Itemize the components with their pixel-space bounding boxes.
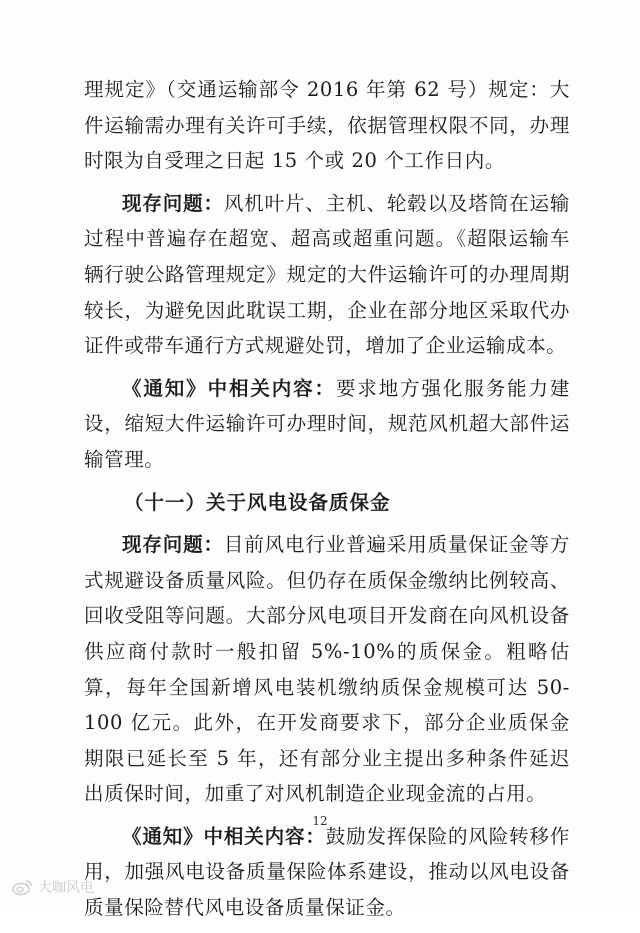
paragraph-2-lead: 现存问题：	[122, 191, 224, 215]
watermark	[12, 877, 94, 897]
paragraph-2	[84, 186, 570, 364]
paragraph-1-text: 理规定》（交通运输部令 2016 年第 62 号）规定：大件运输需办理有关许可手续，依据管理权限不同，办理时限为自受理之日起 15 个或 20 个工作日内。	[84, 78, 570, 173]
weibo-logo-icon	[12, 878, 34, 896]
paragraph-5-text: 鼓励发挥保险的风险转移作用，加强风电设备质量保险体系建设，推动以风电设备质量保险替代风电设备质量保证金。	[84, 824, 570, 920]
paragraph-2-text: 风机叶片、主机、轮毂以及塔筒在运输过程中普遍存在超宽、超高或超重问题。《超限运输车辆行驶公路管理规定》规定的大件运输许可的办理周期较长，为避免因此耽误工期，企业在部分地区采取代办证件或带车通行方式规避处罚，增加了企业运输成本。	[84, 191, 570, 358]
page-number: 12	[312, 814, 328, 828]
paragraph-3-lead: 《通知》中相关内容：	[122, 376, 336, 400]
section-heading: （十一）关于风电设备质保金	[124, 490, 391, 514]
document-body	[84, 72, 570, 933]
paragraph-1	[84, 72, 570, 179]
paragraph-3-text: 要求地方强化服务能力建设，缩短大件运输许可办理时间，规范风机超大部件运输管理。	[84, 376, 570, 471]
watermark-text: 大咖风电	[38, 880, 94, 896]
paragraph-4-text: 目前风电行业普遍采用质量保证金等方式规避设备质量风险。但仍存在质保金缴纳比例较高、回收受阻等问题。大部分风电项目开发商在向风机设备供应商付款时一般扣留 5%-10%的质保金。粗略估算，每年全国新增风电装机缴纳质保金规模可达 50-100 亿元。此外，在开发商要求下，部分企业质保金期限已延长至 5 年，还有部分业主提出多种条件延迟出质保时间，加重了对风机制造企业现金流的占用。	[84, 533, 570, 806]
paragraph-4	[84, 527, 570, 812]
paragraph-5	[84, 819, 570, 926]
paragraph-3	[84, 371, 570, 478]
paragraph-5-lead: 《通知》中相关内容：	[122, 824, 326, 848]
paragraph-4-lead: 现存问题：	[122, 533, 224, 557]
